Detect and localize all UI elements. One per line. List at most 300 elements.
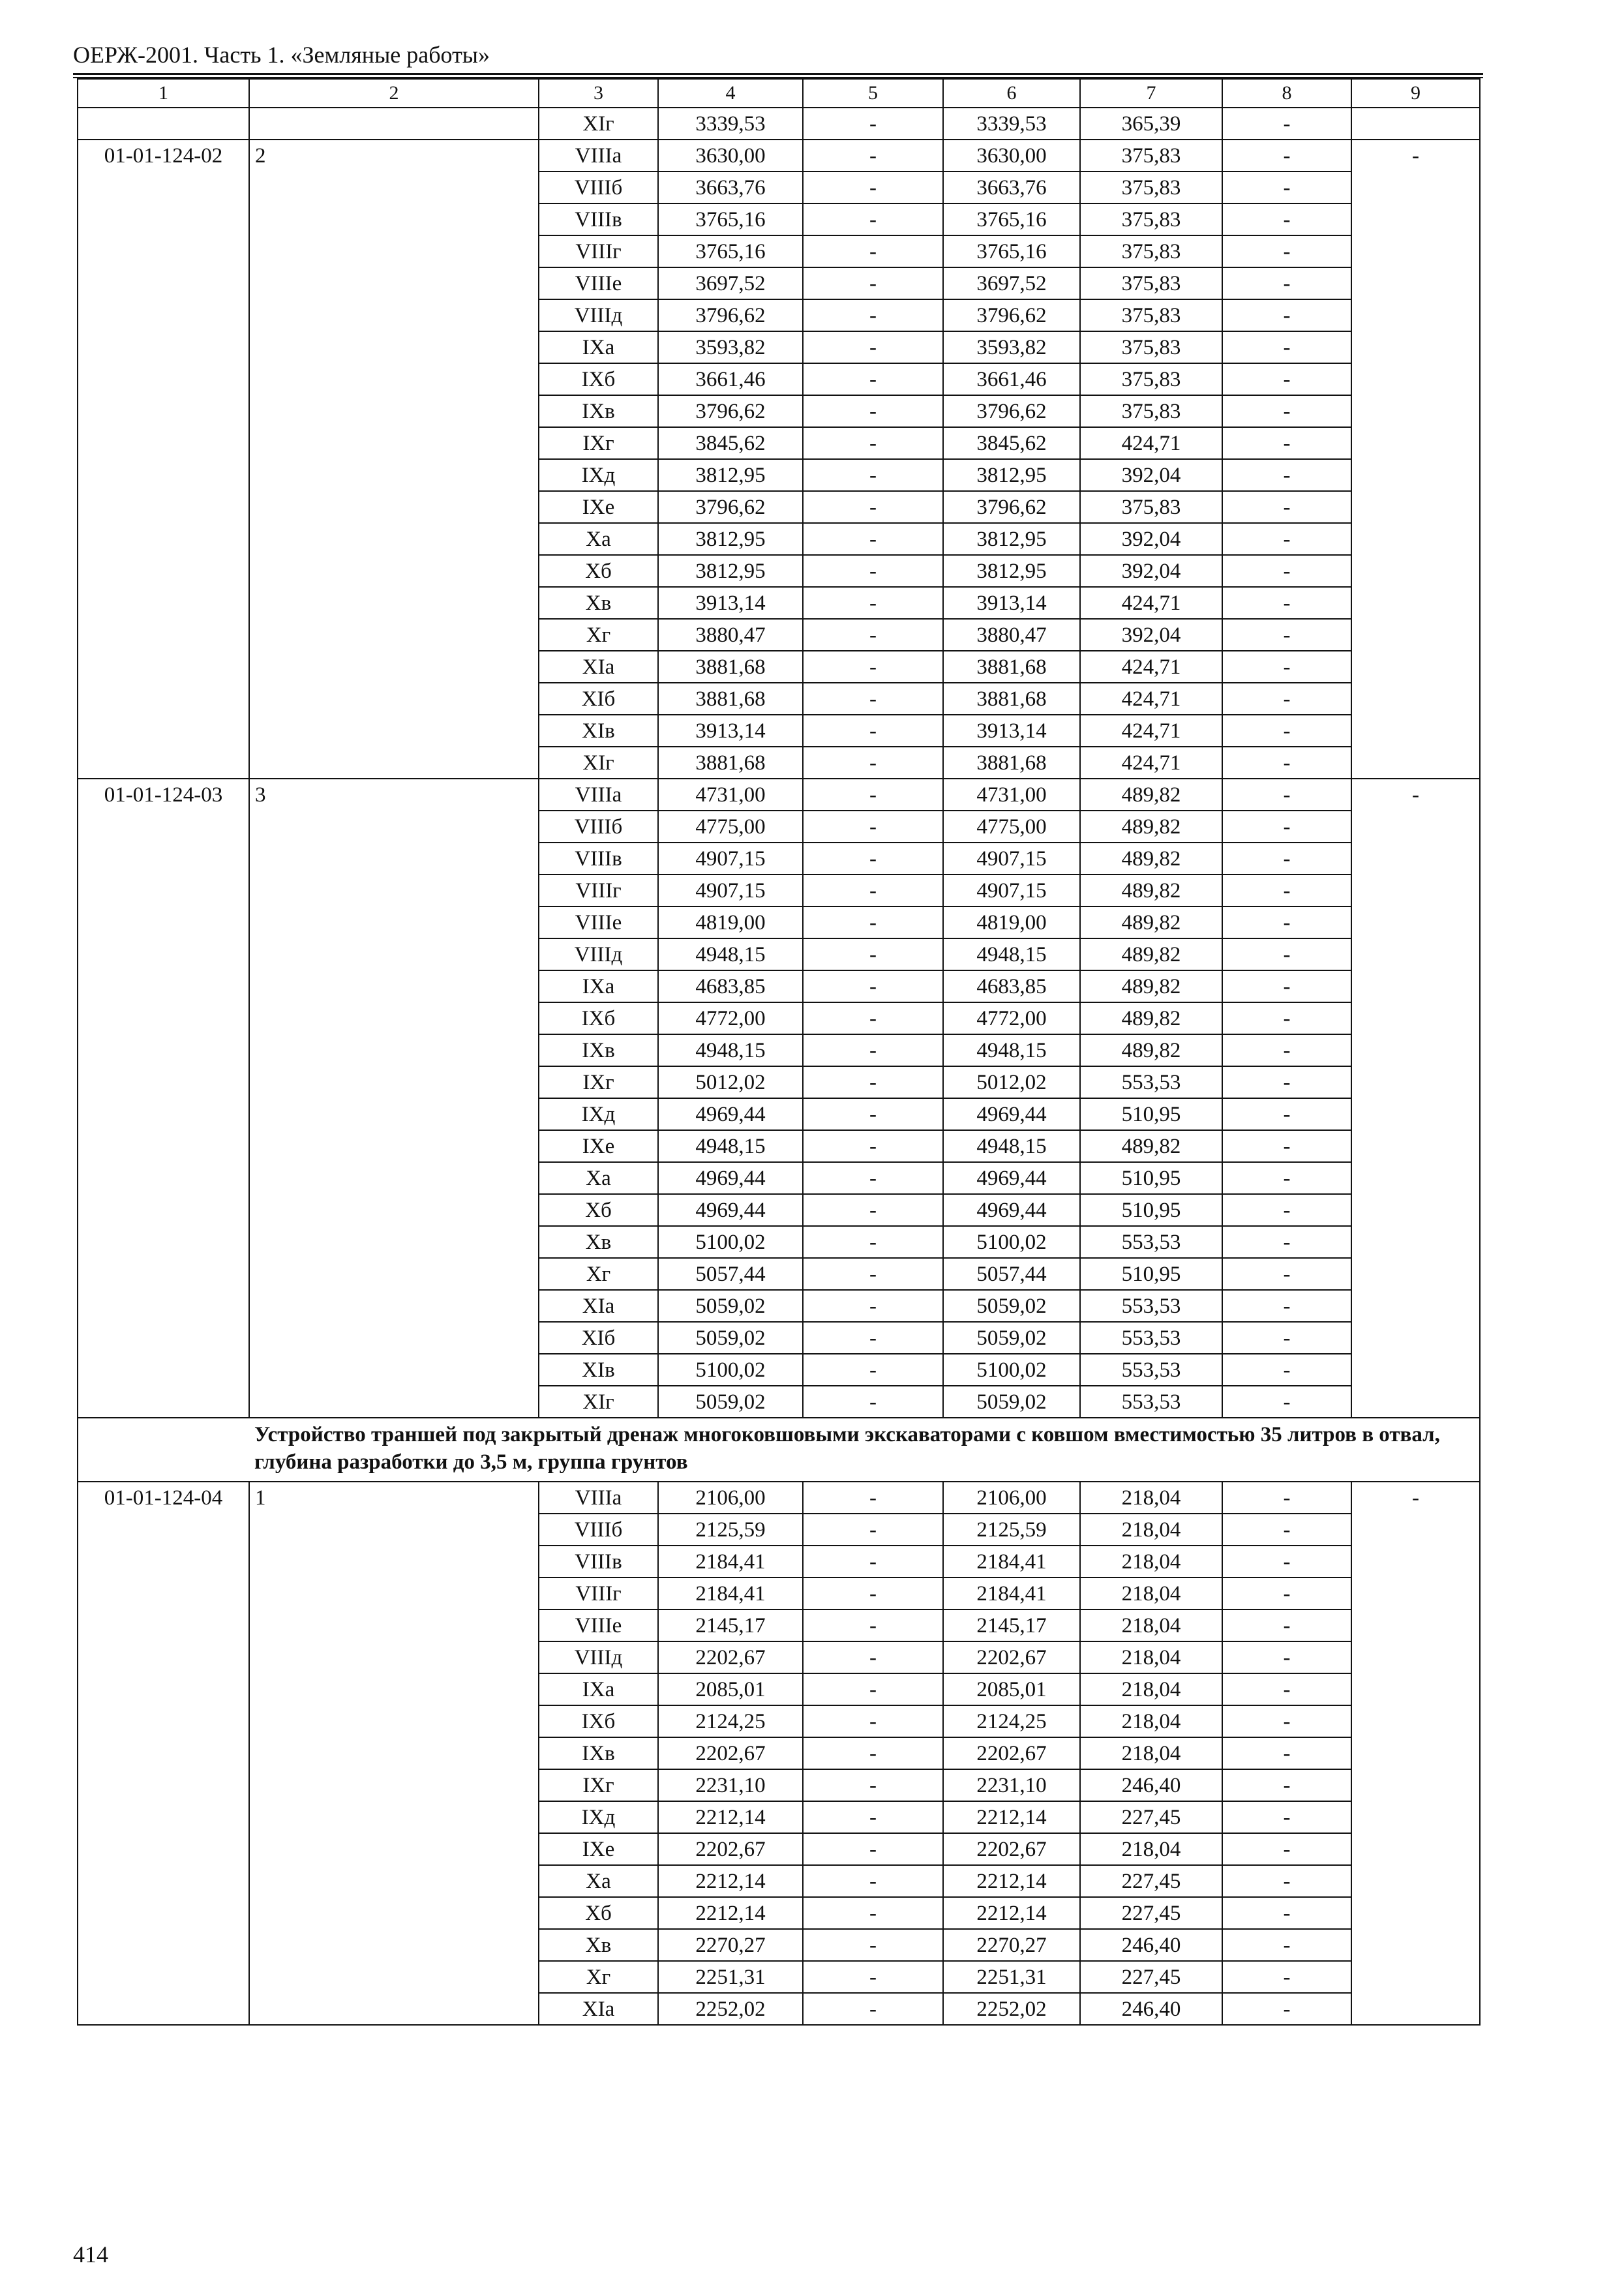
col5-value-cell: -	[803, 491, 943, 523]
col7-value-cell: 392,04	[1080, 523, 1222, 555]
col6-value-cell: 2202,67	[943, 1641, 1080, 1673]
col9-cell: -	[1351, 1482, 1480, 2025]
col4-value-cell: 3796,62	[658, 491, 803, 523]
col7-value-cell: 489,82	[1080, 811, 1222, 843]
col6-value-cell: 4948,15	[943, 938, 1080, 970]
col4-value-cell: 3880,47	[658, 619, 803, 651]
col4-value-cell: 4907,15	[658, 875, 803, 906]
col8-value-cell: -	[1222, 1641, 1351, 1673]
col7-value-cell: 218,04	[1080, 1641, 1222, 1673]
col6-value-cell: 3881,68	[943, 683, 1080, 715]
col8-value-cell: -	[1222, 523, 1351, 555]
col4-value-cell: 2202,67	[658, 1737, 803, 1769]
col4-value-cell: 4819,00	[658, 906, 803, 938]
col8-value-cell: -	[1222, 459, 1351, 491]
col7-value-cell: 218,04	[1080, 1705, 1222, 1737]
soil-group-cell: VIIIг	[539, 235, 658, 267]
col8-value-cell: -	[1222, 1386, 1351, 1418]
col5-value-cell: -	[803, 1034, 943, 1066]
page-header-title: ОЕРЖ-2001. Часть 1. «Земляные работы»	[73, 42, 490, 68]
col7-value-cell: 227,45	[1080, 1897, 1222, 1929]
col5-value-cell: -	[803, 1961, 943, 1993]
soil-group-cell: ХIа	[539, 1993, 658, 2025]
col7-value-cell: 375,83	[1080, 235, 1222, 267]
col8-value-cell: -	[1222, 1769, 1351, 1801]
soil-group-cell: VIIIв	[539, 843, 658, 875]
soil-group-cell: Хв	[539, 1226, 658, 1258]
col5-value-cell: -	[803, 970, 943, 1002]
soil-group-cell: IХа	[539, 970, 658, 1002]
col4-value-cell: 2212,14	[658, 1897, 803, 1929]
col7-value-cell: 424,71	[1080, 747, 1222, 779]
col7-value-cell: 218,04	[1080, 1737, 1222, 1769]
col6-value-cell: 4775,00	[943, 811, 1080, 843]
col7-value-cell: 510,95	[1080, 1194, 1222, 1226]
col7-value-cell: 392,04	[1080, 619, 1222, 651]
column-number-header: 8	[1222, 79, 1351, 108]
col5-value-cell: -	[803, 779, 943, 811]
col8-value-cell: -	[1222, 1993, 1351, 2025]
table-row	[78, 1482, 1480, 1514]
soil-group-cell: Хг	[539, 1258, 658, 1290]
code-cell: 01-01-124-02	[78, 140, 249, 779]
col5-value-cell: -	[803, 427, 943, 459]
col7-value-cell: 553,53	[1080, 1290, 1222, 1322]
col8-value-cell: -	[1222, 555, 1351, 587]
col7-value-cell: 375,83	[1080, 140, 1222, 172]
col5-value-cell: -	[803, 1737, 943, 1769]
col6-value-cell: 3661,46	[943, 363, 1080, 395]
col6-value-cell: 2145,17	[943, 1609, 1080, 1641]
col4-value-cell: 5100,02	[658, 1354, 803, 1386]
soil-group-cell: ХIг	[539, 1386, 658, 1418]
col5-value-cell: -	[803, 1322, 943, 1354]
soil-group-cell: VIIIе	[539, 267, 658, 299]
page-number: 414	[73, 2241, 108, 2267]
col4-value-cell: 3845,62	[658, 427, 803, 459]
col7-value-cell: 218,04	[1080, 1578, 1222, 1609]
col8-value-cell: -	[1222, 235, 1351, 267]
col5-value-cell: -	[803, 683, 943, 715]
col6-value-cell: 3630,00	[943, 140, 1080, 172]
col6-value-cell: 3812,95	[943, 459, 1080, 491]
col8-value-cell: -	[1222, 172, 1351, 203]
col6-value-cell: 2212,14	[943, 1897, 1080, 1929]
soil-group-cell: IХе	[539, 1833, 658, 1865]
col5-value-cell: -	[803, 1546, 943, 1578]
code-cell: 01-01-124-04	[78, 1482, 249, 2025]
col5-value-cell: -	[803, 843, 943, 875]
col8-value-cell: -	[1222, 843, 1351, 875]
col7-value-cell: 489,82	[1080, 875, 1222, 906]
col7-value-cell: 489,82	[1080, 1034, 1222, 1066]
col4-value-cell: 3913,14	[658, 587, 803, 619]
col8-value-cell: -	[1222, 1737, 1351, 1769]
column-number-header: 3	[539, 79, 658, 108]
col6-value-cell: 5100,02	[943, 1354, 1080, 1386]
col8-value-cell: -	[1222, 108, 1351, 140]
soil-group-cell: Хв	[539, 587, 658, 619]
col6-value-cell: 3913,14	[943, 715, 1080, 747]
col7-value-cell: 489,82	[1080, 938, 1222, 970]
col6-value-cell: 3765,16	[943, 203, 1080, 235]
col5-value-cell: -	[803, 587, 943, 619]
table-row	[78, 779, 1480, 811]
col6-value-cell: 2231,10	[943, 1769, 1080, 1801]
col6-value-cell: 4683,85	[943, 970, 1080, 1002]
col8-value-cell: -	[1222, 1290, 1351, 1322]
col4-value-cell: 2106,00	[658, 1482, 803, 1514]
soil-group-cell: IХб	[539, 363, 658, 395]
col7-value-cell: 424,71	[1080, 683, 1222, 715]
col5-value-cell: -	[803, 1769, 943, 1801]
col5-value-cell: -	[803, 299, 943, 331]
col8-value-cell: -	[1222, 1897, 1351, 1929]
section-code-blank	[78, 1418, 249, 1482]
col4-value-cell: 3913,14	[658, 715, 803, 747]
col6-value-cell: 2252,02	[943, 1993, 1080, 2025]
item-number-cell: 2	[249, 140, 539, 779]
col8-value-cell: -	[1222, 715, 1351, 747]
col4-value-cell: 5059,02	[658, 1386, 803, 1418]
col7-value-cell: 246,40	[1080, 1993, 1222, 2025]
col6-value-cell: 2106,00	[943, 1482, 1080, 1514]
col5-value-cell: -	[803, 555, 943, 587]
column-number-header: 5	[803, 79, 943, 108]
col4-value-cell: 3812,95	[658, 523, 803, 555]
col4-value-cell: 4948,15	[658, 1034, 803, 1066]
soil-group-cell: VIIIг	[539, 875, 658, 906]
col9-cell: -	[1351, 779, 1480, 1418]
col5-value-cell: -	[803, 1865, 943, 1897]
col5-value-cell: -	[803, 938, 943, 970]
col8-value-cell: -	[1222, 1673, 1351, 1705]
col5-value-cell: -	[803, 1578, 943, 1609]
col4-value-cell: 2184,41	[658, 1546, 803, 1578]
col6-value-cell: 2212,14	[943, 1865, 1080, 1897]
col4-value-cell: 2212,14	[658, 1865, 803, 1897]
col7-value-cell: 375,83	[1080, 331, 1222, 363]
code-cell	[78, 108, 249, 140]
col4-value-cell: 2252,02	[658, 1993, 803, 2025]
col5-value-cell: -	[803, 331, 943, 363]
soil-group-cell: VIIIд	[539, 938, 658, 970]
col8-value-cell: -	[1222, 363, 1351, 395]
rates-table	[77, 78, 1481, 2026]
col5-value-cell: -	[803, 1833, 943, 1865]
column-number-header: 7	[1080, 79, 1222, 108]
header-rule	[73, 73, 1483, 75]
soil-group-cell: VIIIа	[539, 140, 658, 172]
col6-value-cell: 2125,59	[943, 1514, 1080, 1546]
col4-value-cell: 3765,16	[658, 235, 803, 267]
soil-group-cell: IХб	[539, 1002, 658, 1034]
col7-value-cell: 227,45	[1080, 1961, 1222, 1993]
col4-value-cell: 2212,14	[658, 1801, 803, 1833]
col5-value-cell: -	[803, 1194, 943, 1226]
col4-value-cell: 4907,15	[658, 843, 803, 875]
col4-value-cell: 2202,67	[658, 1833, 803, 1865]
item-number-cell: 3	[249, 779, 539, 1418]
col5-value-cell: -	[803, 172, 943, 203]
col5-value-cell: -	[803, 1162, 943, 1194]
col8-value-cell: -	[1222, 1482, 1351, 1514]
soil-group-cell: IХв	[539, 1034, 658, 1066]
soil-group-cell: ХIв	[539, 715, 658, 747]
col5-value-cell: -	[803, 651, 943, 683]
col8-value-cell: -	[1222, 970, 1351, 1002]
col8-value-cell: -	[1222, 1066, 1351, 1098]
table-row	[78, 140, 1480, 172]
col8-value-cell: -	[1222, 1833, 1351, 1865]
col8-value-cell: -	[1222, 1609, 1351, 1641]
col7-value-cell: 246,40	[1080, 1769, 1222, 1801]
col5-value-cell: -	[803, 1897, 943, 1929]
col6-value-cell: 5012,02	[943, 1066, 1080, 1098]
col4-value-cell: 5059,02	[658, 1322, 803, 1354]
soil-group-cell: Хб	[539, 1897, 658, 1929]
col5-value-cell: -	[803, 1514, 943, 1546]
col5-value-cell: -	[803, 235, 943, 267]
soil-group-cell: IХг	[539, 1066, 658, 1098]
item-number-cell: 1	[249, 1482, 539, 2025]
col4-value-cell: 3881,68	[658, 651, 803, 683]
soil-group-cell: IХе	[539, 491, 658, 523]
col6-value-cell: 2124,25	[943, 1705, 1080, 1737]
col6-value-cell: 3880,47	[943, 619, 1080, 651]
soil-group-cell: VIIIе	[539, 1609, 658, 1641]
col7-value-cell: 489,82	[1080, 970, 1222, 1002]
col5-value-cell: -	[803, 715, 943, 747]
soil-group-cell: Хг	[539, 619, 658, 651]
col9-cell: -	[1351, 140, 1480, 779]
soil-group-cell: IХа	[539, 1673, 658, 1705]
soil-group-cell: IХб	[539, 1705, 658, 1737]
col6-value-cell: 4907,15	[943, 875, 1080, 906]
column-number-header: 2	[249, 79, 539, 108]
col8-value-cell: -	[1222, 619, 1351, 651]
col7-value-cell: 375,83	[1080, 363, 1222, 395]
col4-value-cell: 3661,46	[658, 363, 803, 395]
col4-value-cell: 2145,17	[658, 1609, 803, 1641]
col8-value-cell: -	[1222, 267, 1351, 299]
col7-value-cell: 218,04	[1080, 1609, 1222, 1641]
col8-value-cell: -	[1222, 587, 1351, 619]
col6-value-cell: 3796,62	[943, 395, 1080, 427]
col4-value-cell: 4969,44	[658, 1098, 803, 1130]
col4-value-cell: 3765,16	[658, 203, 803, 235]
col8-value-cell: -	[1222, 203, 1351, 235]
col5-value-cell: -	[803, 747, 943, 779]
col4-value-cell: 4772,00	[658, 1002, 803, 1034]
soil-group-cell: VIIIд	[539, 299, 658, 331]
col8-value-cell: -	[1222, 395, 1351, 427]
col8-value-cell: -	[1222, 1514, 1351, 1546]
col5-value-cell: -	[803, 1386, 943, 1418]
soil-group-cell: IХд	[539, 459, 658, 491]
col4-value-cell: 2270,27	[658, 1929, 803, 1961]
col4-value-cell: 2251,31	[658, 1961, 803, 1993]
col7-value-cell: 392,04	[1080, 555, 1222, 587]
col8-value-cell: -	[1222, 747, 1351, 779]
col5-value-cell: -	[803, 1226, 943, 1258]
col6-value-cell: 4772,00	[943, 1002, 1080, 1034]
col8-value-cell: -	[1222, 1705, 1351, 1737]
col7-value-cell: 553,53	[1080, 1322, 1222, 1354]
col6-value-cell: 2212,14	[943, 1801, 1080, 1833]
col5-value-cell: -	[803, 1641, 943, 1673]
col5-value-cell: -	[803, 1290, 943, 1322]
col4-value-cell: 3697,52	[658, 267, 803, 299]
soil-group-cell: VIIIа	[539, 1482, 658, 1514]
column-number-row	[78, 79, 1480, 108]
soil-group-cell: IХг	[539, 1769, 658, 1801]
col7-value-cell: 218,04	[1080, 1833, 1222, 1865]
col4-value-cell: 3796,62	[658, 395, 803, 427]
col5-value-cell: -	[803, 1993, 943, 2025]
col9-cell	[1351, 108, 1480, 140]
col8-value-cell: -	[1222, 1162, 1351, 1194]
col8-value-cell: -	[1222, 651, 1351, 683]
col4-value-cell: 3881,68	[658, 747, 803, 779]
column-number-header: 1	[78, 79, 249, 108]
col8-value-cell: -	[1222, 1002, 1351, 1034]
col8-value-cell: -	[1222, 299, 1351, 331]
col6-value-cell: 4819,00	[943, 906, 1080, 938]
col7-value-cell: 553,53	[1080, 1354, 1222, 1386]
col4-value-cell: 4683,85	[658, 970, 803, 1002]
soil-group-cell: ХIа	[539, 651, 658, 683]
col4-value-cell: 5012,02	[658, 1066, 803, 1098]
col4-value-cell: 3663,76	[658, 172, 803, 203]
col5-value-cell: -	[803, 1354, 943, 1386]
col5-value-cell: -	[803, 619, 943, 651]
col8-value-cell: -	[1222, 1578, 1351, 1609]
col5-value-cell: -	[803, 1130, 943, 1162]
column-number-header: 6	[943, 79, 1080, 108]
col4-value-cell: 2085,01	[658, 1673, 803, 1705]
col7-value-cell: 510,95	[1080, 1258, 1222, 1290]
column-number-header: 4	[658, 79, 803, 108]
col7-value-cell: 510,95	[1080, 1162, 1222, 1194]
col6-value-cell: 2184,41	[943, 1546, 1080, 1578]
col6-value-cell: 5059,02	[943, 1322, 1080, 1354]
col4-value-cell: 3812,95	[658, 459, 803, 491]
col8-value-cell: -	[1222, 1961, 1351, 1993]
col6-value-cell: 3697,52	[943, 267, 1080, 299]
soil-group-cell: VIIIа	[539, 779, 658, 811]
col5-value-cell: -	[803, 1609, 943, 1641]
col8-value-cell: -	[1222, 491, 1351, 523]
col8-value-cell: -	[1222, 683, 1351, 715]
col6-value-cell: 3913,14	[943, 587, 1080, 619]
soil-group-cell: ХIб	[539, 683, 658, 715]
col6-value-cell: 5059,02	[943, 1290, 1080, 1322]
col6-value-cell: 3881,68	[943, 651, 1080, 683]
table-row	[78, 108, 1480, 140]
col4-value-cell: 3339,53	[658, 108, 803, 140]
col6-value-cell: 3812,95	[943, 523, 1080, 555]
col6-value-cell: 3765,16	[943, 235, 1080, 267]
col5-value-cell: -	[803, 1801, 943, 1833]
col7-value-cell: 489,82	[1080, 1002, 1222, 1034]
col7-value-cell: 424,71	[1080, 651, 1222, 683]
col8-value-cell: -	[1222, 1226, 1351, 1258]
item-number-cell	[249, 108, 539, 140]
soil-group-cell: VIIIб	[539, 172, 658, 203]
col6-value-cell: 3796,62	[943, 299, 1080, 331]
soil-group-cell: VIIIб	[539, 1514, 658, 1546]
soil-group-cell: VIIIе	[539, 906, 658, 938]
col5-value-cell: -	[803, 1673, 943, 1705]
col8-value-cell: -	[1222, 331, 1351, 363]
col8-value-cell: -	[1222, 1929, 1351, 1961]
soil-group-cell: IХа	[539, 331, 658, 363]
col8-value-cell: -	[1222, 1354, 1351, 1386]
col5-value-cell: -	[803, 1098, 943, 1130]
col7-value-cell: 227,45	[1080, 1801, 1222, 1833]
col5-value-cell: -	[803, 267, 943, 299]
col6-value-cell: 4948,15	[943, 1034, 1080, 1066]
soil-group-cell: ХIг	[539, 747, 658, 779]
col7-value-cell: 246,40	[1080, 1929, 1222, 1961]
col6-value-cell: 4907,15	[943, 843, 1080, 875]
soil-group-cell: Ха	[539, 523, 658, 555]
col4-value-cell: 3593,82	[658, 331, 803, 363]
col7-value-cell: 365,39	[1080, 108, 1222, 140]
soil-group-cell: Хв	[539, 1929, 658, 1961]
col6-value-cell: 2270,27	[943, 1929, 1080, 1961]
col6-value-cell: 4969,44	[943, 1098, 1080, 1130]
col7-value-cell: 375,83	[1080, 203, 1222, 235]
section-heading: Устройство траншей под закрытый дренаж многоковшовыми экскаваторами с ковшом вместимостью 35 литров в отвал, глубина разработки до 3,5 м, группа грунтов	[249, 1418, 1480, 1482]
col6-value-cell: 5100,02	[943, 1226, 1080, 1258]
col7-value-cell: 392,04	[1080, 459, 1222, 491]
col5-value-cell: -	[803, 395, 943, 427]
soil-group-cell: Ха	[539, 1162, 658, 1194]
col8-value-cell: -	[1222, 779, 1351, 811]
col6-value-cell: 4969,44	[943, 1194, 1080, 1226]
col5-value-cell: -	[803, 459, 943, 491]
col7-value-cell: 424,71	[1080, 587, 1222, 619]
soil-group-cell: VIIIб	[539, 811, 658, 843]
col6-value-cell: 4969,44	[943, 1162, 1080, 1194]
col5-value-cell: -	[803, 363, 943, 395]
col5-value-cell: -	[803, 523, 943, 555]
col8-value-cell: -	[1222, 875, 1351, 906]
col5-value-cell: -	[803, 1258, 943, 1290]
col6-value-cell: 2202,67	[943, 1833, 1080, 1865]
soil-group-cell: ХIа	[539, 1290, 658, 1322]
col6-value-cell: 5059,02	[943, 1386, 1080, 1418]
col5-value-cell: -	[803, 811, 943, 843]
col5-value-cell: -	[803, 1482, 943, 1514]
col4-value-cell: 2125,59	[658, 1514, 803, 1546]
section-heading-row	[78, 1418, 1480, 1482]
col8-value-cell: -	[1222, 811, 1351, 843]
col4-value-cell: 3630,00	[658, 140, 803, 172]
col6-value-cell: 4731,00	[943, 779, 1080, 811]
code-cell: 01-01-124-03	[78, 779, 249, 1418]
col4-value-cell: 5059,02	[658, 1290, 803, 1322]
col7-value-cell: 424,71	[1080, 715, 1222, 747]
column-number-header: 9	[1351, 79, 1480, 108]
col4-value-cell: 3881,68	[658, 683, 803, 715]
col7-value-cell: 553,53	[1080, 1386, 1222, 1418]
col5-value-cell: -	[803, 108, 943, 140]
col6-value-cell: 2202,67	[943, 1737, 1080, 1769]
col8-value-cell: -	[1222, 1801, 1351, 1833]
